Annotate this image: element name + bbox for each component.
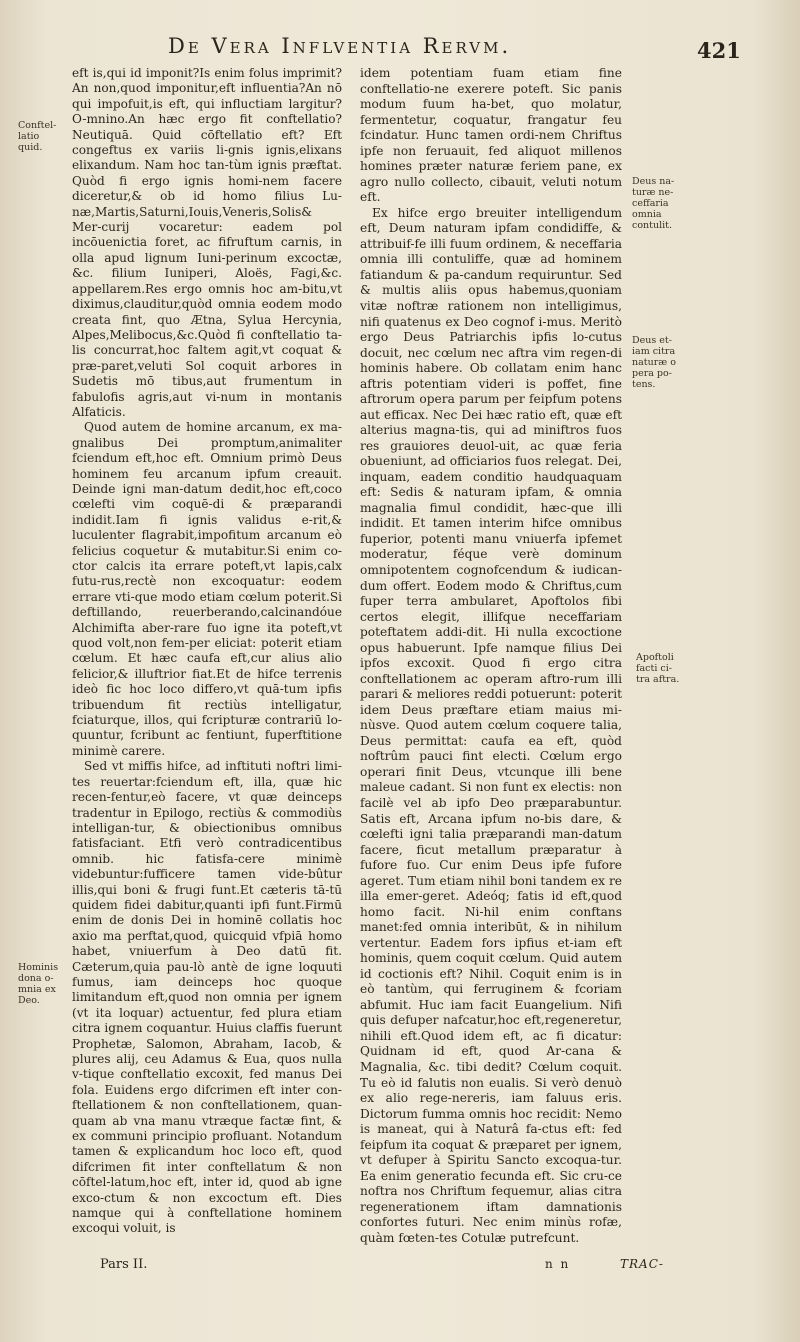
margin-note-deus-naturae: Deus na-turæ ne-ceffaria omnia contulit.	[632, 176, 675, 231]
left-text-column	[72, 66, 342, 1237]
right-paragraph: Ex hifce ergo breuiter intelligendum eft, Deum naturam ipfam condidiffe, & attribuif-fe illi fuum ordinem, & neceffaria omnia illi contuliffe, quæ ad hominem fatiandum & pa-candum requiruntur. Sed & multis aliis opus habemus,quoniam vitæ noftræ rationem non intelligimus, nifi quatenus ex Deo cognof i-mus. Meritò ergo Deus Patriarchis ipfis lo-cutus docuit, nec cœlum nec aftra vim regen-di hominis habere. Ob collatam enim hanc aftris potentiam videri is poffet, fine aftrorum opera parum per feipfum potens aut efficax. Nec Dei hæc ratio eft, quæ eft alterius magna-tis, qui ad miniftros fuos res grauiores deuol-uit, ac quæ feria obueniunt, ad officiarios fuos relegat. Dei, inquam, eadem conditio haudquaquam eft: Sedis & naturam ipfam, & omnia magnalia fimul condidit, hæc-que illi indidit. Et tamen interim hifce omnibus fuperior, potenti manu vniuerfa ipfemet moderatur, féque verè dominum omnipotentem cognofcendum & iudican-dum offert. Eodem modo & Chriftus,cum fuper terra ambularet, Apoftolos fibi certos elegit, illifque neceffariam poteftatem addi-dit. Hi nulla excoctione opus habuerunt. Ipfe namque filius Dei ipfos excoxit. Quod fi ergo citra conftellationem ac operam aftro-rum illi parari & meliores reddi potuerunt: poterit idem Deus præftare etiam maius mi-nùsve. Quod autem cœlum coquere talia, Deus permittat: caufa ea eft, quòd noftrûm pauci fint electi. Cœlum ergo operari finit Deus, vtcunque illi bene maleue cadant. Si non funt ex electis: non facilè vel ab ipfo Deo præparabuntur. Satis eft, Arcana ipfum no-bis dare, & cœlefti igni talia præparandi man-datum facere, ficut metallum præparatur à fufore fuo. Cur enim Deus ipfe fufore ageret. Tum etiam nihil boni tandem ex re illa emer-geret. Adeóq; fatis id eft,quod homo facit. Ni-hil enim conftans manet:fed omnia interibūt, & in nihilum vertentur. Eadem fors ipfius et-iam eft hominis, quem coquit cœlum. Quid autem id coctionis eft? Nihil. Coquit enim is in eò tantùm, qui ferruginem & fcoriam abfumit. Huc iam facit Euangelium. Nifi quis defuper nafcatur,hoc eft,regeneretur, nihili eft.Quod idem eft, ac fi dicatur: Quidnam id eft, quod Ar-cana & Magnalia, &c. tibi dedit? Cœlum coquit. Tu eò id falutis non eualis. Si verò denuò ex alio rege-nereris, iam faluus eris. Dictorum fumma omnis hoc recidit: Nemo is maneat, qui à Naturâ fa-ctus eft: fed feipfum ita coquat & præparet per ignem, vt defuper à Spiritu Sancto excoqua-tur. Ea enim generatio fecunda eft. Sic cru-ce noftra nos Chriftum fequemur, alias citra regenerationem iftam damnationis confortes futuri. Nec enim minùs rofæ, quàm fœten-tes Cotulæ putrefcunt.	[360, 205, 622, 1245]
right-paragraph: idem potentiam fuam etiam fine conftellatio-ne exerere poteft. Sic panis modum fuum ha-bet, quo molatur, fermentetur, coquatur, frangatur feu fcindatur. Hunc tamen ordi-nem Chriftus ipfe non feruauit, fed aliquot millenos homines præter naturæ feriem pane, ex agro nullo collecto, cibauit, veluti notum eft.	[360, 66, 622, 205]
running-title: De Vera Inflventia Rervm.	[168, 34, 512, 58]
margin-note-deus-citra: Deus et-iam citra naturæ o pera po-tens.	[632, 335, 676, 390]
signature-mark: n n	[545, 1257, 571, 1271]
right-text-column	[360, 66, 622, 1246]
margin-note-hominis-dona: Hominis dona o-mnia ex Deo.	[18, 962, 59, 1006]
left-paragraph: Sed vt miffis hifce, ad inftituti noftri limi-tes reuertar:fciendum eft, illa, quæ hic recen-fentur,eò facere, vt quæ deinceps tradentur in Epilogo, rectiùs & commodiùs intelligan-tur, & obiectionibus omnibus fatisfaciant. Etfi verò contradicentibus omnib. hic fatisfa-cere minimè videbuntur:fufficere tamen vide-bûtur illis,qui boni & frugi funt.Et cæteris tā-tū quidem fidei dabitur,quanti ipfi funt.Firmū enim de donis Dei in hominē collatis hoc axio ma perftat,quod, quicquid vfpiā homo habet, vniuerfum à Deo datū fit. Cæterum,quia pau-lò antè de igne loquuti fumus, iam deinceps hoc quoque limitandum eft,quod non omnia per ignem (vt ita loquar) actuentur, fed plura etiam citra ignem coquantur. Huius claffis fuerunt Prophetæ, Salomon, Abraham, Iacob, & plures alij, ceu Adamus & Eua, quos nulla v-tique conftellatio excoxit, fed manus Dei fola. Euidens ergo difcrimen eft inter con-ftellationem & non conftellationem, quan-quam ab vna manu vtræque factæ fint, & ex communi principio profluant. Notandum tamen & explicandum hoc loco eft, quod difcrimen fit inter conftellatum & non cōftel-latum,hoc eft, inter id, quod ab igne exco-ctum & non excoctum eft. Dies namque qui à conftellatione hominem excoqui voluit, is	[72, 759, 342, 1236]
left-paragraph: eft is,qui id imponit?Is enim folus imprimit? An non,quod imponitur,eft influentia?An nō qui impofuit,is eft, qui influctiam largitur?O-mnino.An hæc ergo fit conftellatio?Neutiquā. Quid cōftellatio eft? Eft congeftus ex variis li-gnis ignis,elixans elixandum. Nam hoc tan-tùm ignis præftat. Quòd fi ergo ignis homi-nem facere diceretur,& ob id homo filius Lu-næ,Martis,Saturni,Iouis,Veneris,Solis& Mer-curij vocaretur: eadem pol incōuenictia foret, ac fifruftum carnis, in olla apud lignum Iuni-perinum excoctæ, &c. filium Iuniperi, Aloës, Fagi,&c. appellarem.Res ergo omnis hoc am-bitu,vt diximus,clauditur,quòd omnia eodem modo creata fint, quo Ætna, Sylua Hercynia, Alpes,Melibocus,&c.Quòd fi conftellatio ta-lis concurrat,hoc faltem agit,vt coquat & præ-paret,veluti Sol coquit arbores in Sudetis mō tibus,aut frumentum in fabulofis agris,aut vi-num in montanis Alfaticis.	[72, 66, 342, 419]
catchword: TRAC-	[620, 1257, 664, 1271]
margin-note-conftellatio: Conftel-latio quid.	[18, 120, 57, 153]
page-number: 421	[697, 38, 741, 63]
margin-note-apostoli: Apoftoli facti ci-tra aftra.	[636, 652, 680, 685]
left-paragraph: Quod autem de homine arcanum, ex ma-gnalibus Dei promptum,animaliter fciendum eft,hoc eft. Omnium primò Deus hominem feu arcanum ipfum creauit. Deinde igni man-datum dedit,hoc eft,coco cœlefti vim coquē-di & præparandi indidit.Iam fi ignis validus e-rit,& luculenter flagrabit,impofitum arcanum eò felicius coquetur & mutabitur.Si enim co-ctor calcis ita errare poteft,vt lapis,calx futu-rus,rectè non excoquatur: eodem errare vti-que modo etiam cœlum poterit.Si deftillando, reuerberando,calcinandóue Alchimifta aber-rare fuo igne ita poteft,vt quod volt,non fem-per eliciat: poterit etiam cœlum. Et hæc caufa eft,cur alius alio felicior,& illuftrior fiat.Et de hifce terrenis ideò fic hoc loco differo,vt quā-tum ipfis tribuendum fit rectiùs intelligatur, fciaturque, illos, qui fcripturæ contrariū lo-quuntur, fcribunt ac fentiunt, fuperftitione minimè carere.	[72, 420, 342, 758]
part-label: Pars II.	[100, 1257, 148, 1272]
